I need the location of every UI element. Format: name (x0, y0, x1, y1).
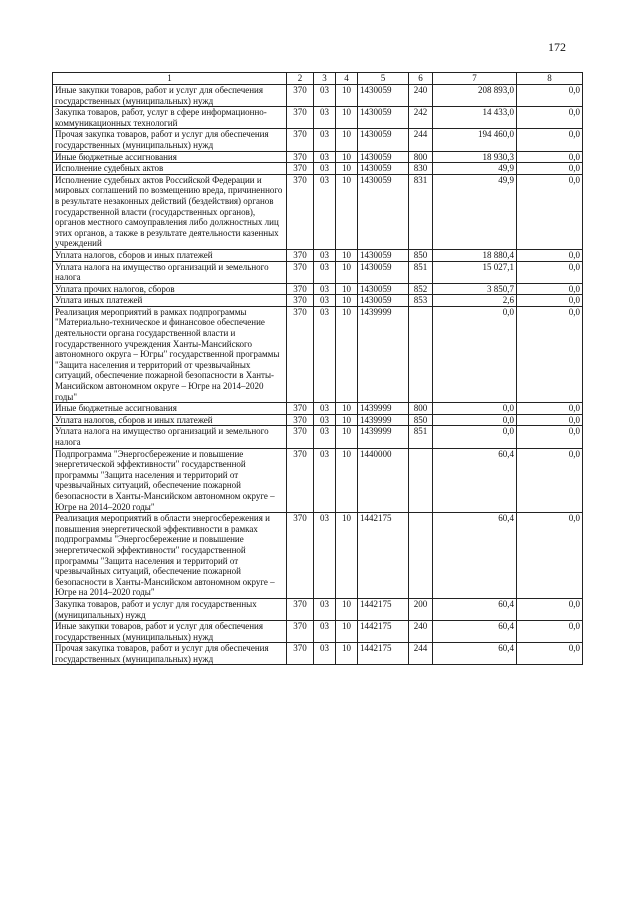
table-row (53, 403, 583, 415)
table-row (53, 426, 583, 448)
amount-cell: 0,0 (433, 306, 517, 402)
column-header: 6 (409, 73, 433, 85)
section-cell: 03 (314, 598, 336, 620)
subsection-cell: 10 (336, 403, 358, 415)
table-row (53, 306, 583, 402)
column-header: 8 (517, 73, 583, 85)
section-cell: 03 (314, 151, 336, 163)
change-cell: 0,0 (517, 513, 583, 599)
change-cell: 0,0 (517, 261, 583, 283)
amount-cell: 18 930,3 (433, 151, 517, 163)
change-cell: 0,0 (517, 295, 583, 307)
code-cell: 370 (287, 283, 314, 295)
row-name-cell: Иные закупки товаров, работ и услуг для обеспечения государственных (муниципальных) нужд (53, 621, 287, 643)
row-name-cell: Уплата налога на имущество организаций и земельного налога (53, 426, 287, 448)
row-name-cell: Исполнение судебных актов (53, 163, 287, 175)
expense-type-cell: 242 (409, 107, 433, 129)
section-cell: 03 (314, 403, 336, 415)
code-cell: 370 (287, 151, 314, 163)
row-name-cell: Закупка товаров, работ, услуг в сфере информационно-коммуникационных технологий (53, 107, 287, 129)
row-name-cell: Уплата налогов, сборов и иных платежей (53, 414, 287, 426)
column-header: 5 (358, 73, 409, 85)
target-article-cell: 1442175 (358, 513, 409, 599)
row-name-cell: Реализация мероприятий в области энергосбережения и повышения энергетической эффективности в рамках подпрограммы "Энергосбережение и повышение энергетической эффективности" государственной программы "Защита населения и территорий от чрезвычайных ситуаций, обеспечение пожарной безопасности в Ханты-Мансийском автономном округе – Югре на 2014–2020 годы" (53, 513, 287, 599)
expense-type-cell: 200 (409, 598, 433, 620)
section-cell: 03 (314, 513, 336, 599)
code-cell: 370 (287, 513, 314, 599)
change-cell: 0,0 (517, 249, 583, 261)
column-header: 2 (287, 73, 314, 85)
code-cell: 370 (287, 295, 314, 307)
table-row (53, 163, 583, 175)
table-row (53, 283, 583, 295)
expense-type-cell: 831 (409, 174, 433, 249)
table-row (53, 448, 583, 513)
change-cell: 0,0 (517, 129, 583, 151)
code-cell: 370 (287, 403, 314, 415)
table-row (53, 85, 583, 107)
subsection-cell: 10 (336, 129, 358, 151)
amount-cell: 15 027,1 (433, 261, 517, 283)
section-cell: 03 (314, 621, 336, 643)
change-cell: 0,0 (517, 403, 583, 415)
change-cell: 0,0 (517, 643, 583, 665)
table-row (53, 261, 583, 283)
table-body (53, 85, 583, 665)
target-article-cell: 1430059 (358, 174, 409, 249)
code-cell: 370 (287, 85, 314, 107)
section-cell: 03 (314, 414, 336, 426)
table-row (53, 513, 583, 599)
section-cell: 03 (314, 107, 336, 129)
target-article-cell: 1442175 (358, 621, 409, 643)
amount-cell: 3 850,7 (433, 283, 517, 295)
table-row (53, 621, 583, 643)
subsection-cell: 10 (336, 426, 358, 448)
section-cell: 03 (314, 295, 336, 307)
code-cell: 370 (287, 129, 314, 151)
target-article-cell: 1442175 (358, 643, 409, 665)
section-cell: 03 (314, 643, 336, 665)
table-header-row (53, 73, 583, 85)
column-header: 3 (314, 73, 336, 85)
code-cell: 370 (287, 306, 314, 402)
row-name-cell: Исполнение судебных актов Российской Федерации и мировых соглашений по возмещению вреда, причиненного в результате незаконных действий (бездействия) органов государственной власти (государственных органов), органов местного самоуправления либо должностных лиц этих органов, а также в результате деятельности казенных учреждений (53, 174, 287, 249)
table-row (53, 643, 583, 665)
subsection-cell: 10 (336, 85, 358, 107)
row-name-cell: Иные закупки товаров, работ и услуг для обеспечения государственных (муниципальных) нужд (53, 85, 287, 107)
target-article-cell: 1430059 (358, 107, 409, 129)
code-cell: 370 (287, 261, 314, 283)
page-number: 172 (548, 40, 566, 54)
expense-type-cell: 850 (409, 249, 433, 261)
target-article-cell: 1430059 (358, 151, 409, 163)
target-article-cell: 1439999 (358, 403, 409, 415)
section-cell: 03 (314, 426, 336, 448)
row-name-cell: Подпрограмма "Энергосбережение и повышение энергетической эффективности" государственной программы "Защита населения и территорий от чрезвычайных ситуаций, обеспечение пожарной безопасности в Ханты-Мансийском автономном округе – Югре на 2014–2020 годы" (53, 448, 287, 513)
table-row (53, 295, 583, 307)
change-cell: 0,0 (517, 306, 583, 402)
expense-type-cell (409, 306, 433, 402)
row-name-cell: Закупка товаров, работ и услуг для государственных (муниципальных) нужд (53, 598, 287, 620)
table-row (53, 107, 583, 129)
section-cell: 03 (314, 174, 336, 249)
section-cell: 03 (314, 249, 336, 261)
target-article-cell: 1430059 (358, 129, 409, 151)
amount-cell: 60,4 (433, 621, 517, 643)
amount-cell: 0,0 (433, 414, 517, 426)
code-cell: 370 (287, 163, 314, 175)
code-cell: 370 (287, 598, 314, 620)
code-cell: 370 (287, 174, 314, 249)
change-cell: 0,0 (517, 621, 583, 643)
change-cell: 0,0 (517, 174, 583, 249)
change-cell: 0,0 (517, 107, 583, 129)
amount-cell: 208 893,0 (433, 85, 517, 107)
change-cell: 0,0 (517, 151, 583, 163)
subsection-cell: 10 (336, 107, 358, 129)
change-cell: 0,0 (517, 598, 583, 620)
expense-type-cell: 800 (409, 151, 433, 163)
expense-type-cell: 853 (409, 295, 433, 307)
row-name-cell: Иные бюджетные ассигнования (53, 151, 287, 163)
target-article-cell: 1439999 (358, 414, 409, 426)
code-cell: 370 (287, 448, 314, 513)
expense-type-cell: 851 (409, 261, 433, 283)
expense-type-cell: 830 (409, 163, 433, 175)
section-cell: 03 (314, 306, 336, 402)
target-article-cell: 1430059 (358, 249, 409, 261)
budget-table (52, 72, 583, 665)
row-name-cell: Прочая закупка товаров, работ и услуг для обеспечения государственных (муниципальных) нужд (53, 129, 287, 151)
table-row (53, 598, 583, 620)
code-cell: 370 (287, 621, 314, 643)
target-article-cell: 1439999 (358, 426, 409, 448)
row-name-cell: Уплата иных платежей (53, 295, 287, 307)
row-name-cell: Уплата прочих налогов, сборов (53, 283, 287, 295)
row-name-cell: Реализация мероприятий в рамках подпрограммы "Материально-техническое и финансовое обеспечение деятельности органа государственной власти и государственного учреждения Ханты-Мансийского автономного округа – Югры" государственной программы "Защита населения и территорий от чрезвычайных ситуаций, обеспечение пожарной безопасности в Ханты-Мансийском автономном округе – Югре на 2014–2020 годы" (53, 306, 287, 402)
subsection-cell: 10 (336, 448, 358, 513)
target-article-cell: 1430059 (358, 85, 409, 107)
subsection-cell: 10 (336, 261, 358, 283)
expense-type-cell: 240 (409, 85, 433, 107)
target-article-cell: 1430059 (358, 261, 409, 283)
section-cell: 03 (314, 448, 336, 513)
expense-type-cell (409, 513, 433, 599)
code-cell: 370 (287, 107, 314, 129)
subsection-cell: 10 (336, 174, 358, 249)
amount-cell: 49,9 (433, 174, 517, 249)
expense-type-cell: 851 (409, 426, 433, 448)
target-article-cell: 1430059 (358, 295, 409, 307)
amount-cell: 49,9 (433, 163, 517, 175)
amount-cell: 0,0 (433, 403, 517, 415)
expense-type-cell: 800 (409, 403, 433, 415)
column-header: 7 (433, 73, 517, 85)
amount-cell: 18 880,4 (433, 249, 517, 261)
subsection-cell: 10 (336, 513, 358, 599)
change-cell: 0,0 (517, 448, 583, 513)
subsection-cell: 10 (336, 151, 358, 163)
subsection-cell: 10 (336, 306, 358, 402)
subsection-cell: 10 (336, 283, 358, 295)
column-header: 1 (53, 73, 287, 85)
column-header: 4 (336, 73, 358, 85)
target-article-cell: 1430059 (358, 283, 409, 295)
section-cell: 03 (314, 261, 336, 283)
expense-type-cell: 852 (409, 283, 433, 295)
section-cell: 03 (314, 283, 336, 295)
change-cell: 0,0 (517, 426, 583, 448)
section-cell: 03 (314, 163, 336, 175)
change-cell: 0,0 (517, 85, 583, 107)
change-cell: 0,0 (517, 414, 583, 426)
section-cell: 03 (314, 129, 336, 151)
target-article-cell: 1442175 (358, 598, 409, 620)
row-name-cell: Уплата налога на имущество организаций и земельного налога (53, 261, 287, 283)
code-cell: 370 (287, 426, 314, 448)
target-article-cell: 1430059 (358, 163, 409, 175)
target-article-cell: 1439999 (358, 306, 409, 402)
code-cell: 370 (287, 249, 314, 261)
row-name-cell: Прочая закупка товаров, работ и услуг для обеспечения государственных (муниципальных) нужд (53, 643, 287, 665)
table-row (53, 414, 583, 426)
expense-type-cell (409, 448, 433, 513)
table-row (53, 129, 583, 151)
row-name-cell: Иные бюджетные ассигнования (53, 403, 287, 415)
amount-cell: 60,4 (433, 598, 517, 620)
code-cell: 370 (287, 643, 314, 665)
change-cell: 0,0 (517, 283, 583, 295)
subsection-cell: 10 (336, 598, 358, 620)
row-name-cell: Уплата налогов, сборов и иных платежей (53, 249, 287, 261)
amount-cell: 194 460,0 (433, 129, 517, 151)
subsection-cell: 10 (336, 249, 358, 261)
subsection-cell: 10 (336, 621, 358, 643)
subsection-cell: 10 (336, 643, 358, 665)
subsection-cell: 10 (336, 414, 358, 426)
amount-cell: 14 433,0 (433, 107, 517, 129)
amount-cell: 0,0 (433, 426, 517, 448)
target-article-cell: 1440000 (358, 448, 409, 513)
code-cell: 370 (287, 414, 314, 426)
change-cell: 0,0 (517, 163, 583, 175)
table-row (53, 151, 583, 163)
subsection-cell: 10 (336, 295, 358, 307)
subsection-cell: 10 (336, 163, 358, 175)
amount-cell: 60,4 (433, 448, 517, 513)
amount-cell: 60,4 (433, 513, 517, 599)
expense-type-cell: 240 (409, 621, 433, 643)
table-row (53, 249, 583, 261)
table-row (53, 174, 583, 249)
amount-cell: 2,6 (433, 295, 517, 307)
expense-type-cell: 850 (409, 414, 433, 426)
amount-cell: 60,4 (433, 643, 517, 665)
expense-type-cell: 244 (409, 129, 433, 151)
section-cell: 03 (314, 85, 336, 107)
expense-type-cell: 244 (409, 643, 433, 665)
